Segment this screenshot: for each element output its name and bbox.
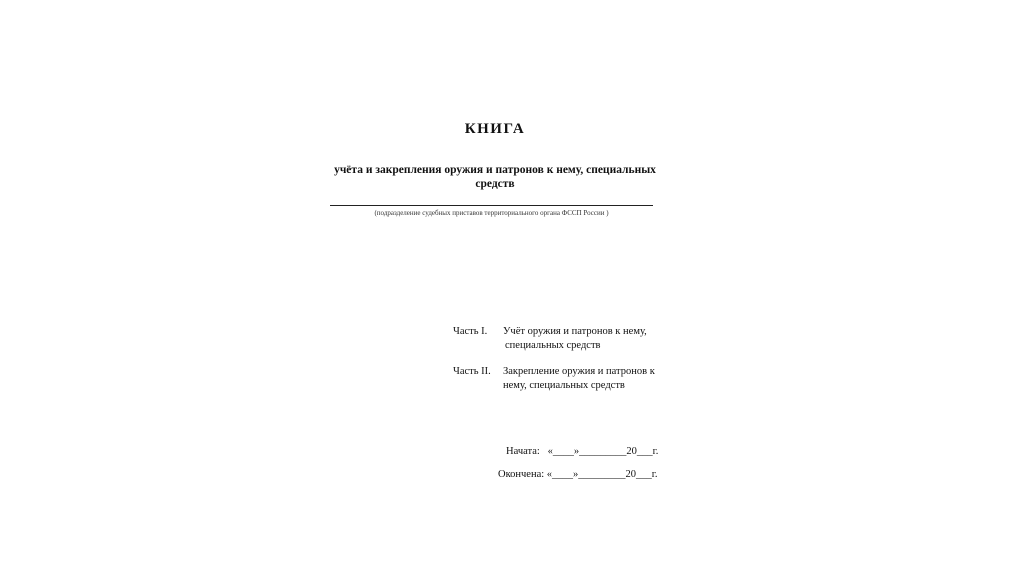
book-title: КНИГА xyxy=(464,121,526,137)
subdivision-caption: (подразделение судебных приставов территориального органа ФССП России ) xyxy=(374,209,609,217)
subtitle-line-1: учёта и закрепления оружия и патронов к нему, специальных xyxy=(334,164,656,176)
part-2-text-line-1: Закрепление оружия и патронов к xyxy=(503,366,655,377)
finished-date-row: Окончена: «____»_________20___г. xyxy=(498,469,658,480)
started-date-row: Начата: «____»_________20___г. xyxy=(506,446,659,457)
fill-in-line xyxy=(330,205,653,206)
part-2-text-line-2: нему, специальных средств xyxy=(503,380,625,391)
book-subtitle xyxy=(312,163,678,191)
part-1-text-line-1: Учёт оружия и патронов к нему, xyxy=(503,326,647,337)
part-1-text-line-2: специальных средств xyxy=(505,340,601,351)
part-1-label: Часть I. xyxy=(453,326,488,337)
part-2-label: Часть II. xyxy=(453,366,491,377)
subtitle-line-2: средств xyxy=(475,178,515,190)
